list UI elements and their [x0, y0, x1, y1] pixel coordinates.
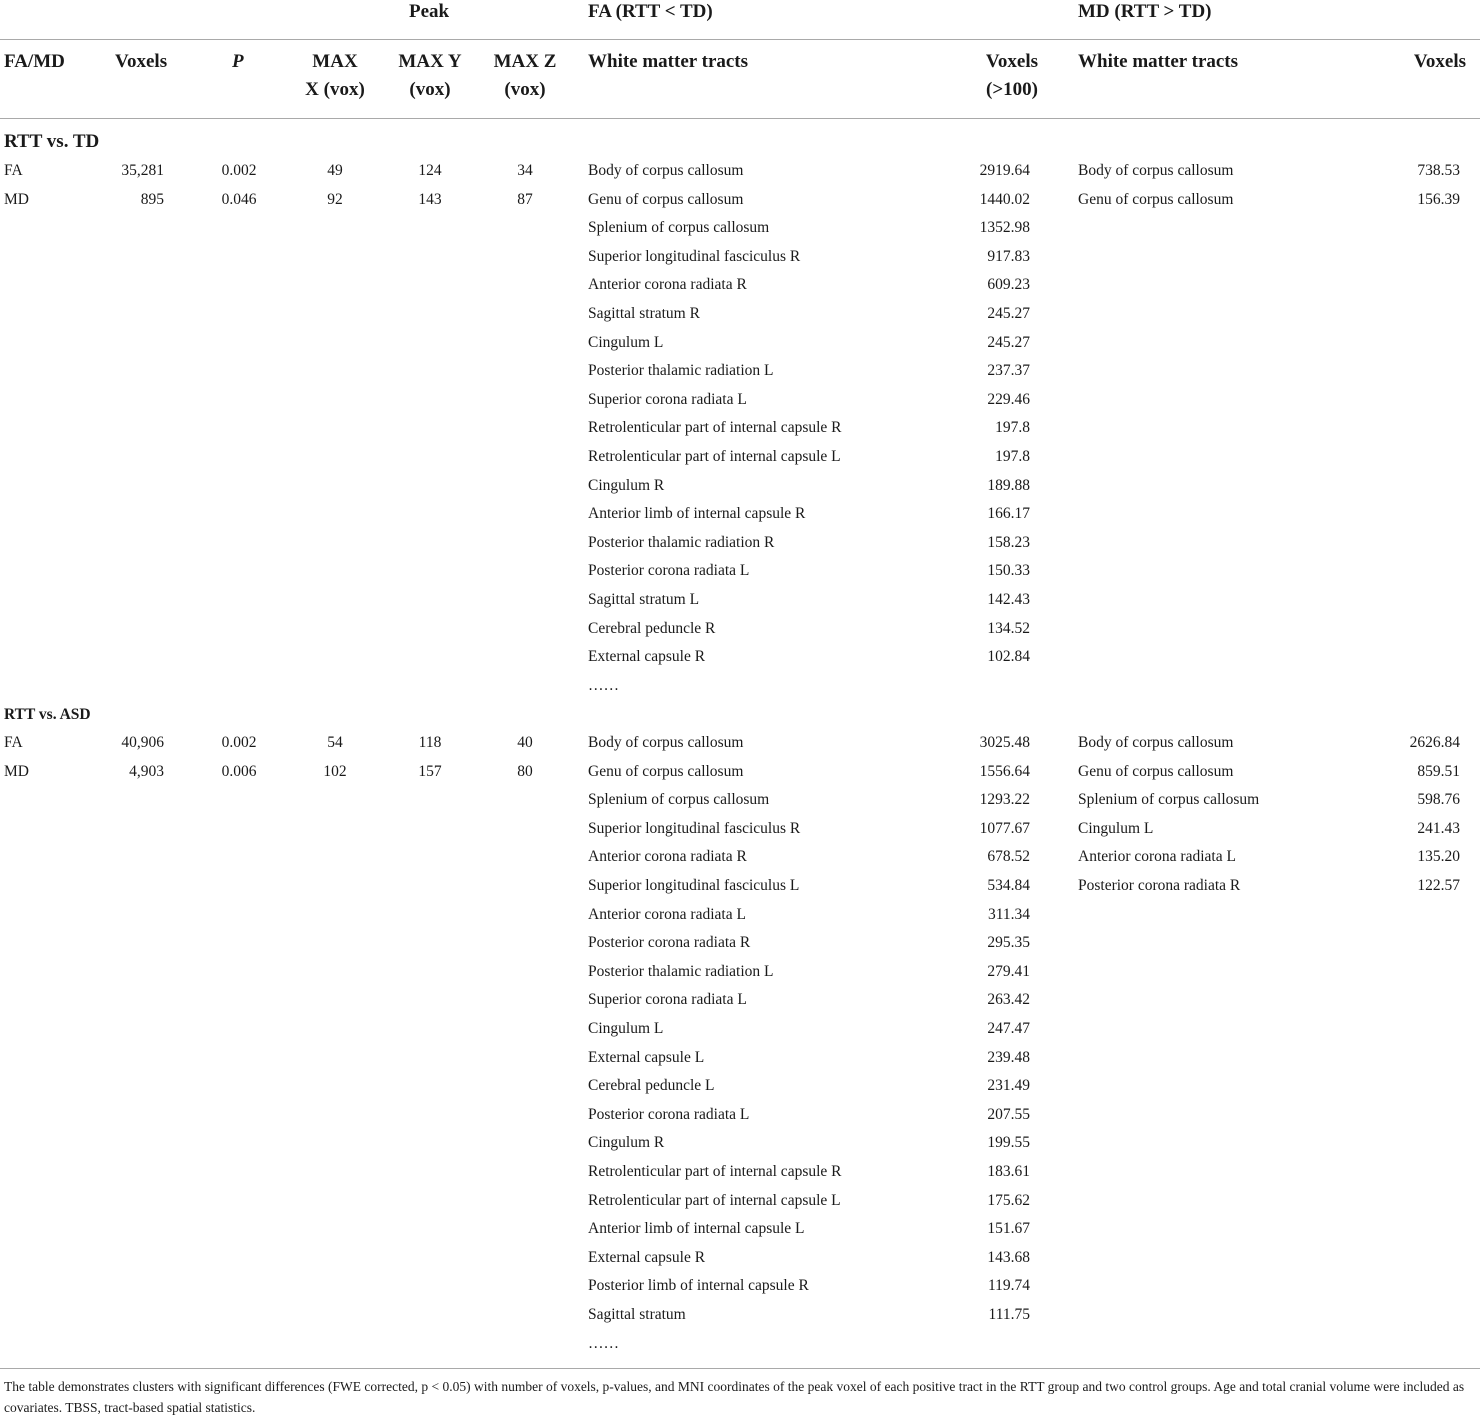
- fa-tract-name: Cerebral peduncle L: [588, 1077, 715, 1095]
- fa-tract-voxels: 247.47: [987, 1020, 1030, 1037]
- md-tract-name: Genu of corpus callosum: [1078, 762, 1234, 780]
- md-tract-name: Splenium of corpus callosum: [1078, 791, 1260, 809]
- col-max-z-line1: MAX Z: [493, 51, 557, 72]
- fa-tract-voxels: 158.23: [987, 533, 1030, 551]
- stat-measure: MD: [4, 762, 29, 780]
- stat-max-z: 87: [517, 190, 533, 208]
- col-fa-voxels: [938, 48, 1038, 104]
- col-md-tracts: White matter tracts: [1078, 51, 1239, 72]
- fa-tract-name: External capsule R: [588, 648, 706, 666]
- stat-max-y: 124: [418, 162, 442, 179]
- fa-tract-voxels: 917.83: [987, 247, 1030, 265]
- fa-tract-name: Superior longitudinal fasciculus R: [588, 819, 801, 837]
- fa-tract-name: Genu of corpus callosum: [588, 190, 744, 208]
- fa-tract-voxels: 166.17: [987, 505, 1030, 523]
- col-max-z: [480, 48, 570, 104]
- fa-tract-voxels: 1440.02: [979, 190, 1030, 208]
- col-max-y-line2: (vox): [409, 79, 451, 100]
- stat-max-y: 118: [418, 734, 442, 751]
- fa-tract-voxels: 239.48: [987, 1048, 1030, 1066]
- md-tract-name: Anterior corona radiata L: [1078, 848, 1236, 866]
- fa-tract-voxels: 2919.64: [979, 162, 1030, 179]
- fa-tract-voxels: 279.41: [987, 962, 1030, 980]
- fa-tract-name: Splenium of corpus callosum: [588, 219, 770, 237]
- stat-max-x: 92: [327, 190, 343, 208]
- fa-tract-name: Posterior thalamic radiation R: [588, 533, 775, 551]
- md-tract-name: Cingulum L: [1078, 819, 1154, 837]
- stat-max-x: 49: [327, 162, 343, 179]
- fa-tract-voxels: 119.74: [987, 1277, 1030, 1295]
- fa-tract-name: Sagittal stratum: [588, 1306, 686, 1323]
- stat-p-value: 0.002: [221, 734, 257, 751]
- fa-tract-name: Retrolenticular part of internal capsule L: [588, 1191, 841, 1209]
- fa-tract-voxels: 151.67: [987, 1220, 1030, 1238]
- fa-tract-name: Posterior corona radiata L: [588, 562, 750, 580]
- md-tract-voxels: 122.57: [1417, 877, 1460, 894]
- fa-tract-voxels: 189.88: [987, 476, 1030, 494]
- fa-tract-name: External capsule R: [588, 1248, 706, 1266]
- fa-tract-name: Anterior corona radiata R: [588, 276, 747, 294]
- fa-tract-name: Posterior thalamic radiation L: [588, 962, 774, 980]
- stat-max-z: 40: [517, 734, 533, 751]
- header-peak: Peak: [409, 1, 450, 22]
- fa-tract-name: Genu of corpus callosum: [588, 762, 744, 780]
- md-tract-voxels: 738.53: [1417, 162, 1460, 179]
- col-fa-voxels-line1: Voxels: [985, 51, 1038, 72]
- fa-tract-name: Retrolenticular part of internal capsule R: [588, 1163, 842, 1180]
- fa-tract-name: Posterior thalamic radiation L: [588, 362, 774, 380]
- fa-tract-name: ……: [588, 676, 619, 694]
- fa-tract-voxels: 150.33: [987, 562, 1030, 580]
- stat-max-x: 102: [323, 762, 347, 780]
- fa-tract-name: Cingulum R: [588, 1134, 665, 1152]
- fa-tract-voxels: 534.84: [987, 877, 1030, 894]
- stat-max-y: 143: [418, 190, 442, 208]
- col-fa-voxels-line2: (>100): [986, 79, 1038, 100]
- md-tract-name: Posterior corona radiata R: [1078, 877, 1241, 894]
- fa-tract-voxels: 142.43: [987, 591, 1030, 608]
- header-md-group: MD (RTT > TD): [1078, 1, 1212, 22]
- stat-measure: FA: [4, 734, 23, 751]
- col-voxels: Voxels: [115, 51, 168, 72]
- stat-voxels: 895: [140, 190, 164, 208]
- md-tract-name: Body of corpus callosum: [1078, 734, 1234, 751]
- fa-tract-name: Posterior limb of internal capsule R: [588, 1277, 809, 1295]
- stat-max-y: 157: [418, 762, 442, 780]
- fa-tract-voxels: 609.23: [987, 276, 1030, 294]
- fa-tract-voxels: 183.61: [987, 1163, 1030, 1180]
- md-tract-name: Body of corpus callosum: [1078, 162, 1234, 179]
- stat-measure: MD: [4, 190, 29, 208]
- fa-tract-name: Cingulum L: [588, 1020, 664, 1037]
- col-fa-md: FA/MD: [4, 51, 65, 72]
- col-md-voxels: Voxels: [1413, 51, 1466, 72]
- section-title-rtt-vs-asd: RTT vs. ASD: [4, 706, 91, 723]
- fa-tract-name: Superior corona radiata L: [588, 991, 747, 1009]
- fa-tract-name: ……: [588, 1334, 619, 1352]
- fa-tract-voxels: 231.49: [987, 1077, 1030, 1095]
- fa-tract-name: Sagittal stratum R: [588, 305, 700, 322]
- fa-tract-voxels: 199.55: [987, 1134, 1030, 1152]
- fa-tract-name: Superior longitudinal fasciculus R: [588, 247, 801, 265]
- fa-tract-name: Superior corona radiata L: [588, 390, 747, 408]
- fa-tract-name: Retrolenticular part of internal capsule R: [588, 419, 842, 437]
- fa-tract-voxels: 143.68: [987, 1248, 1030, 1266]
- fa-tract-voxels: 175.62: [987, 1191, 1030, 1209]
- fa-tract-name: Splenium of corpus callosum: [588, 791, 770, 809]
- col-max-y-line1: MAX Y: [398, 51, 462, 72]
- fa-tract-voxels: 197.8: [995, 419, 1030, 437]
- fa-tract-voxels: 1077.67: [979, 819, 1030, 837]
- fa-tract-name: Cingulum R: [588, 476, 665, 494]
- md-tract-voxels: 2626.84: [1409, 734, 1460, 751]
- header-rule: [0, 39, 1480, 40]
- md-tract-voxels: 598.76: [1417, 791, 1460, 809]
- fa-tract-voxels: 295.35: [987, 934, 1030, 952]
- fa-tract-voxels: 245.27: [987, 305, 1030, 322]
- stat-p-value: 0.046: [221, 190, 257, 208]
- fa-tract-name: Body of corpus callosum: [588, 734, 744, 751]
- fa-tract-name: Sagittal stratum L: [588, 591, 700, 608]
- header-fa-group: FA (RTT < TD): [588, 1, 713, 22]
- section-title-rtt-vs-td: RTT vs. TD: [4, 131, 100, 152]
- fa-tract-name: Superior longitudinal fasciculus L: [588, 877, 800, 894]
- stat-max-x: 54: [327, 734, 343, 751]
- stat-voxels: 35,281: [121, 162, 164, 179]
- fa-tract-name: Posterior corona radiata L: [588, 1105, 750, 1123]
- fa-tract-name: Cerebral peduncle R: [588, 619, 716, 637]
- fa-tract-voxels: 1352.98: [979, 219, 1030, 237]
- column-header-rule: [0, 118, 1480, 119]
- fa-tract-voxels: 229.46: [987, 390, 1030, 408]
- col-max-x-line2: X (vox): [305, 79, 365, 100]
- fa-tract-voxels: 3025.48: [979, 734, 1030, 751]
- fa-tract-voxels: 111.75: [988, 1306, 1030, 1323]
- md-tract-name: Genu of corpus callosum: [1078, 190, 1234, 208]
- footer-rule: [0, 1368, 1480, 1369]
- fa-tract-name: Anterior corona radiata L: [588, 905, 746, 923]
- fa-tract-name: Anterior limb of internal capsule R: [588, 505, 806, 523]
- fa-tract-name: Retrolenticular part of internal capsule L: [588, 448, 841, 465]
- stat-voxels: 4,903: [129, 762, 164, 780]
- fa-tract-name: Cingulum L: [588, 333, 664, 351]
- fa-tract-name: External capsule L: [588, 1048, 705, 1066]
- fa-tract-voxels: 1293.22: [979, 791, 1030, 809]
- stat-measure: FA: [4, 162, 23, 179]
- stat-voxels: 40,906: [121, 734, 164, 751]
- stat-max-z: 34: [517, 162, 533, 179]
- md-tract-voxels: 859.51: [1417, 762, 1460, 780]
- fa-tract-name: Body of corpus callosum: [588, 162, 744, 179]
- fa-tract-voxels: 678.52: [987, 848, 1030, 866]
- fa-tract-voxels: 207.55: [987, 1105, 1030, 1123]
- col-max-z-line2: (vox): [504, 79, 546, 100]
- col-fa-tracts: White matter tracts: [588, 51, 749, 72]
- col-p: P: [232, 51, 244, 72]
- table-footnote: The table demonstrates clusters with significant differences (FWE corrected, p < 0.05) with number of voxels, p-values, and MNI coordinates of the peak voxel of each positive tract in the RTT group and two control groups. Age and total cranial volume were included as covariates. TBSS, tract-based spatial statistics.: [4, 1379, 1465, 1415]
- md-tract-voxels: 241.43: [1417, 819, 1460, 837]
- fa-tract-voxels: 263.42: [987, 991, 1030, 1009]
- fa-tract-name: Anterior limb of internal capsule L: [588, 1220, 805, 1238]
- md-tract-voxels: 135.20: [1417, 848, 1460, 866]
- col-max-y: [385, 48, 475, 104]
- fa-tract-voxels: 102.84: [987, 648, 1030, 666]
- col-max-x-line1: MAX: [312, 51, 358, 72]
- md-tract-voxels: 156.39: [1417, 190, 1460, 208]
- stat-p-value: 0.006: [221, 762, 257, 780]
- fa-tract-name: Anterior corona radiata R: [588, 848, 747, 866]
- fa-tract-voxels: 245.27: [987, 333, 1030, 351]
- stat-p-value: 0.002: [221, 162, 257, 179]
- fa-tract-voxels: 311.34: [987, 905, 1030, 923]
- stat-max-z: 80: [517, 762, 533, 780]
- fa-tract-voxels: 134.52: [987, 619, 1030, 637]
- fa-tract-voxels: 197.8: [995, 448, 1030, 465]
- fa-tract-voxels: 1556.64: [979, 762, 1030, 780]
- fa-tract-name: Posterior corona radiata R: [588, 934, 751, 952]
- fa-tract-voxels: 237.37: [987, 362, 1030, 380]
- col-max-x: [290, 48, 380, 104]
